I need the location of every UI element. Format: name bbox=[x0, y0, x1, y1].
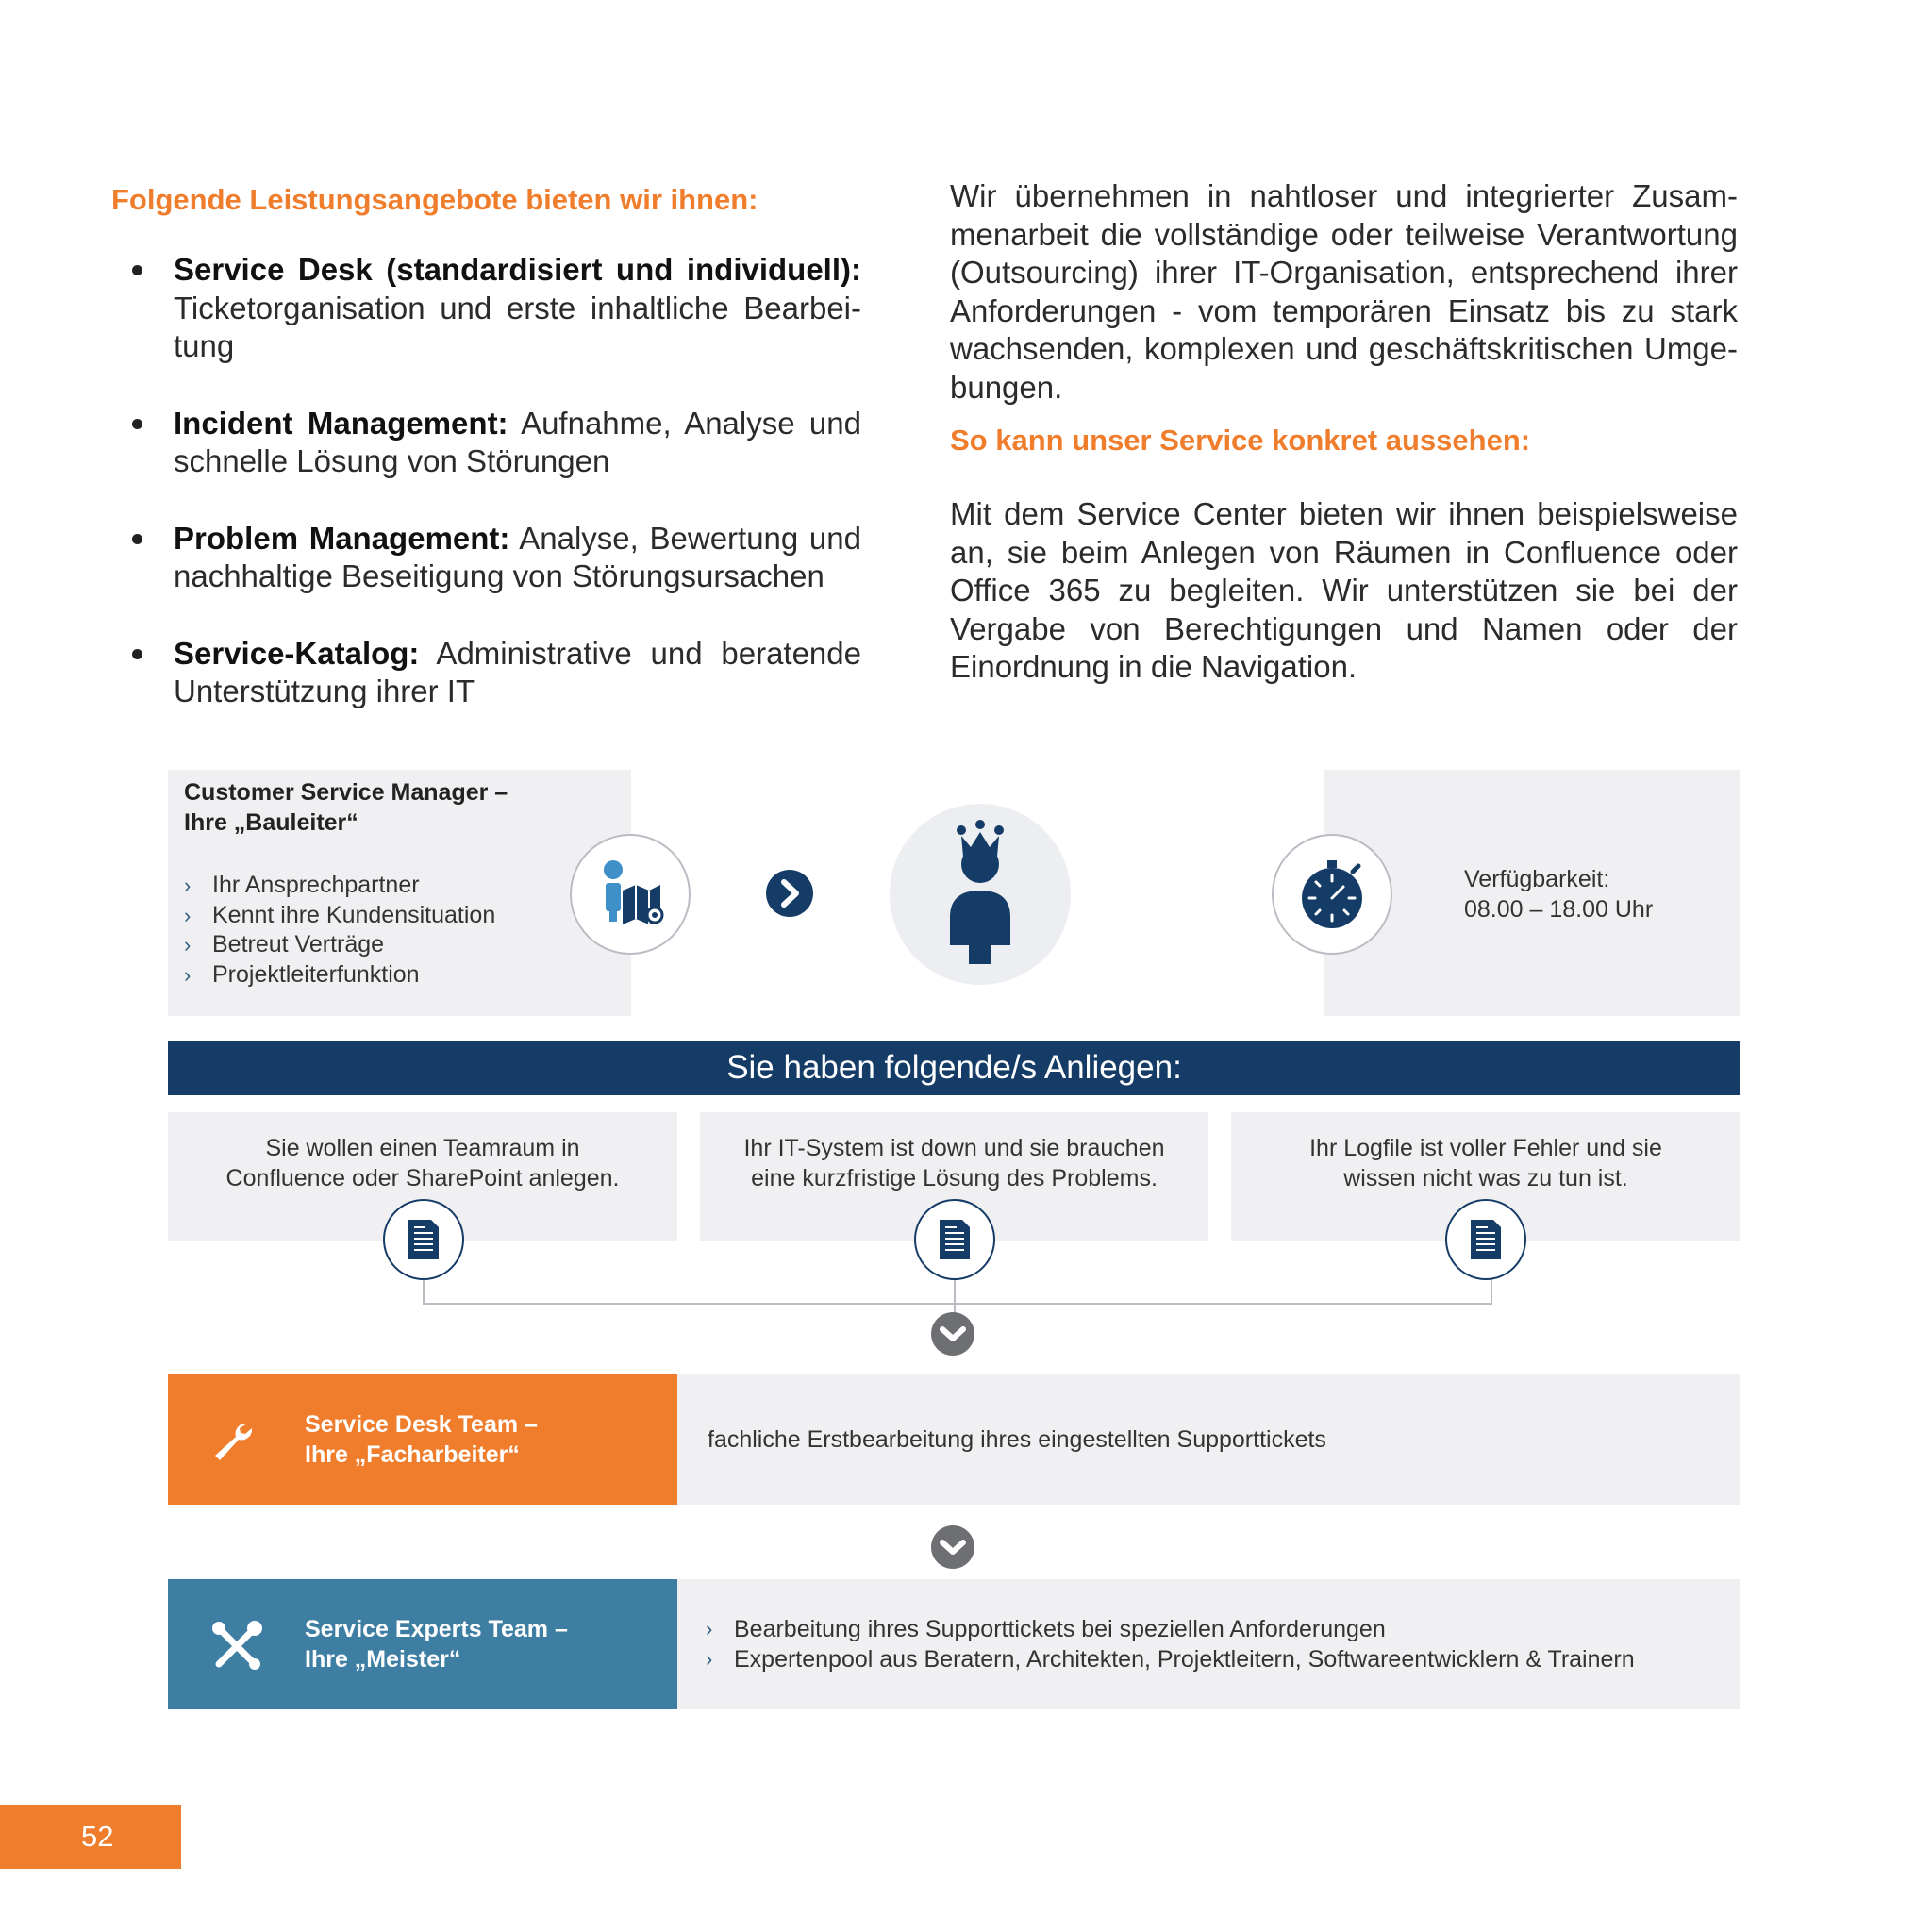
document-icon bbox=[383, 1199, 464, 1280]
example-heading: So kann unser Service konkret aussehen: bbox=[950, 424, 1531, 457]
service-experts-description-box bbox=[677, 1579, 1740, 1709]
service-experts-list bbox=[706, 1614, 1635, 1674]
availability-label: Verfügbarkeit: bbox=[1464, 866, 1610, 892]
arrow-right-icon bbox=[766, 870, 813, 917]
example-paragraph: Mit dem Service Center bieten wir ihnen beispielsweise an, sie beim Anlegen von Räumen in Confluence oder Office 365 zu begleiten. Wir unterstützen sie bei der Vergabe von Berechtigungen und Namen oder der Einordnung in die Navigation. bbox=[950, 496, 1738, 684]
person-map-icon bbox=[570, 834, 691, 955]
request-text: Ihr IT-System ist down und sie brauchen eine kurzfristige Lösung des Problems. bbox=[743, 1135, 1165, 1191]
service-description: Administrative und beratende Unterstützung ihrer IT bbox=[174, 635, 861, 708]
list-item: › Betreut Verträge bbox=[184, 930, 495, 960]
right-column bbox=[950, 177, 1738, 687]
connector-line bbox=[1491, 1278, 1492, 1304]
service-term: Service-Katalog: bbox=[174, 635, 420, 671]
csm-title-line2: Ihre „Bauleiter“ bbox=[184, 809, 358, 836]
list-item bbox=[111, 635, 861, 711]
page-number-tab bbox=[0, 1805, 181, 1869]
connector-line bbox=[423, 1278, 425, 1304]
connector-line bbox=[954, 1278, 956, 1316]
list-item: › Kennt ihre Kundensituation bbox=[184, 901, 495, 931]
document-icon bbox=[914, 1199, 995, 1280]
service-term: Incident Management: bbox=[174, 405, 508, 441]
service-desk-description: fachliche Erstbearbeitung ihres eingestellten Supporttickets bbox=[708, 1426, 1326, 1453]
request-text: Ihr Logfile ist voller Fehler und sie wissen nicht was zu tun ist. bbox=[1309, 1135, 1662, 1191]
intro-paragraph: Wir übernehmen in nahtloser und integrierter Zusam-menarbeit die vollständige oder teilweise Verantwortung (Outsourcing) ihrer IT-Organisation, entsprechend ihrer Anforderungen - vom temporären Einsatz bis zu stark wachsenden, komplexen und geschäftskritischen Umge-bungen. bbox=[950, 178, 1738, 405]
requests-bar bbox=[168, 1041, 1740, 1095]
left-column bbox=[111, 177, 861, 750]
csm-list bbox=[184, 871, 495, 990]
stopwatch-icon bbox=[1272, 834, 1392, 955]
chevron-right-icon: › bbox=[184, 933, 192, 957]
service-description: Analyse, Bewertung und nachhaltige Beseitigung von Störungsursachen bbox=[174, 520, 861, 593]
requests-title: Sie haben folgende/s Anliegen: bbox=[726, 1049, 1182, 1086]
csm-title-line1: Customer Service Manager – bbox=[184, 779, 508, 806]
service-desk-title-line2: Ihre „Facharbeiter“ bbox=[305, 1441, 520, 1468]
connector-line bbox=[423, 1303, 1492, 1305]
request-text: Sie wollen einen Teamraum in Confluence oder SharePoint anlegen. bbox=[225, 1135, 620, 1191]
service-description: Ticketorganisation und erste inhaltliche Bearbei-tung bbox=[174, 290, 861, 363]
service-desk-team-box bbox=[168, 1374, 677, 1505]
king-icon bbox=[890, 804, 1071, 985]
service-experts-title-line1: Service Experts Team – bbox=[305, 1616, 568, 1642]
tools-icon bbox=[209, 1619, 264, 1678]
service-term: Service Desk (standardisiert und individuell): bbox=[174, 252, 861, 287]
chevron-right-icon: › bbox=[706, 1617, 713, 1641]
services-list bbox=[111, 251, 861, 711]
list-item: › Expertenpool aus Beratern, Architekten, Projektleitern, Softwareentwicklern & Trainern bbox=[706, 1646, 1635, 1673]
list-item bbox=[111, 520, 861, 596]
bullet-icon bbox=[132, 534, 142, 544]
chevron-right-icon: › bbox=[184, 903, 192, 927]
list-item: › Bearbeitung ihres Supporttickets bei speziellen Anforderungen bbox=[706, 1616, 1386, 1642]
chevron-right-icon: › bbox=[706, 1647, 713, 1671]
document-icon bbox=[1445, 1199, 1526, 1280]
service-experts-team-box bbox=[168, 1579, 677, 1709]
list-item bbox=[111, 251, 861, 366]
service-desk-title-line1: Service Desk Team – bbox=[305, 1411, 538, 1438]
availability-hours: 08.00 – 18.00 Uhr bbox=[1464, 896, 1654, 923]
service-description: Aufnahme, Analyse und schnelle Lösung von Störungen bbox=[174, 405, 861, 478]
service-desk-description-box bbox=[677, 1374, 1740, 1505]
service-experts-title-line2: Ihre „Meister“ bbox=[305, 1646, 461, 1673]
bullet-icon bbox=[132, 419, 142, 429]
page-number: 52 bbox=[81, 1820, 114, 1853]
list-item: › Ihr Ansprechpartner bbox=[184, 871, 495, 901]
chevron-right-icon: › bbox=[184, 962, 192, 987]
list-item: › Projektleiterfunktion bbox=[184, 960, 495, 991]
wrench-icon bbox=[211, 1420, 255, 1468]
list-item bbox=[111, 405, 861, 481]
chevron-right-icon: › bbox=[184, 874, 192, 897]
csm-box bbox=[168, 770, 631, 1016]
bullet-icon bbox=[132, 649, 142, 659]
bullet-icon bbox=[132, 265, 142, 275]
services-heading: Folgende Leistungsangebote bieten wir ihnen: bbox=[111, 183, 758, 216]
chevron-down-icon bbox=[931, 1525, 974, 1569]
chevron-down-icon bbox=[931, 1312, 974, 1356]
service-term: Problem Management: bbox=[174, 520, 510, 556]
